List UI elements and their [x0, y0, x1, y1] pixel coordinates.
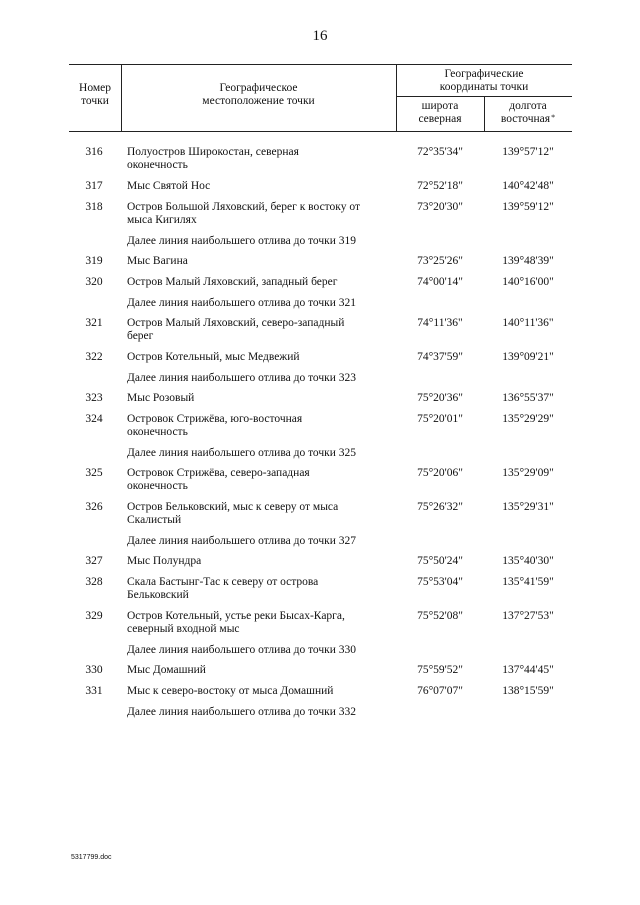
location-line: Остров Котельный, устье реки Бысах-Карга, [127, 610, 345, 622]
location-line: Остров Малый Ляховский, северо-западный [127, 317, 345, 329]
header-longitude-label: восточная [500, 113, 551, 125]
table-row [0, 180, 640, 201]
header-number-line-1: Номер [79, 82, 111, 94]
location-line: оконечность [127, 480, 188, 492]
longitude-value: 139°59'12" [502, 201, 554, 213]
latitude-value: 75°50'24" [417, 555, 463, 567]
latitude-value: 74°00'14" [417, 276, 463, 288]
location-line: Островок Стрижёва, юго-восточная [127, 413, 303, 425]
location-line: мыса Кигилях [127, 214, 197, 226]
table-row [0, 576, 640, 610]
longitude-value: 140°16'00" [502, 276, 554, 288]
point-number: 331 [85, 685, 103, 697]
location-description [127, 146, 389, 172]
continuation-note: Далее линия наибольшего отлива до точки 321 [127, 297, 357, 309]
location-line: Полуостров Широкостан, северная [127, 146, 299, 158]
latitude-value: 72°35'34" [417, 146, 463, 158]
header-number-column [69, 82, 121, 108]
point-number: 323 [85, 392, 103, 404]
point-number: 330 [85, 664, 103, 676]
continuation-note-row [0, 644, 640, 664]
location-description [127, 317, 389, 343]
location-description [127, 392, 389, 405]
longitude-value: 139°09'21" [502, 351, 554, 363]
header-location-column [121, 82, 396, 108]
continuation-note: Далее линия наибольшего отлива до точки 330 [127, 644, 357, 656]
longitude-value: 140°42'48" [502, 180, 554, 192]
header-latitude-column [396, 100, 484, 126]
latitude-value: 75°20'06" [417, 467, 463, 479]
location-line: Мыс Розовый [127, 392, 195, 404]
location-line: Остров Большой Ляховский, берег к востоку от [127, 201, 360, 213]
point-number: 329 [85, 610, 103, 622]
location-line: Мыс Полундра [127, 555, 202, 567]
latitude-value: 74°37'59" [417, 351, 463, 363]
longitude-value: 135°29'29" [502, 413, 554, 425]
continuation-note: Далее линия наибольшего отлива до точки 319 [127, 235, 357, 247]
document-filename: 5317799.doc [71, 854, 112, 861]
location-line: Скалистый [127, 514, 182, 526]
longitude-value: 137°44'45" [502, 664, 554, 676]
table-row [0, 317, 640, 351]
latitude-value: 75°53'04" [417, 576, 463, 588]
continuation-note: Далее линия наибольшего отлива до точки 325 [127, 447, 357, 459]
location-description [127, 467, 389, 493]
longitude-value: 135°29'09" [502, 467, 554, 479]
header-longitude-line-1: долгота [509, 100, 547, 112]
table-row [0, 467, 640, 501]
location-line: Остров Котельный, мыс Медвежий [127, 351, 300, 363]
location-line: северный входной мыс [127, 623, 240, 635]
location-description [127, 576, 389, 602]
latitude-value: 75°20'36" [417, 392, 463, 404]
location-line: Мыс к северо-востоку от мыса Домашний [127, 685, 334, 697]
location-description [127, 255, 389, 268]
point-number: 321 [85, 317, 103, 329]
point-number: 320 [85, 276, 103, 288]
table-row [0, 685, 640, 706]
continuation-note-row [0, 297, 640, 317]
continuation-note-row [0, 706, 640, 726]
continuation-note-row [0, 372, 640, 392]
location-line: Бельковский [127, 589, 189, 601]
latitude-value: 75°26'32" [417, 501, 463, 513]
location-line: Скала Бастынг-Тас к северу от острова [127, 576, 319, 588]
table-row [0, 413, 640, 447]
latitude-value: 75°20'01" [417, 413, 463, 425]
location-description [127, 685, 389, 698]
header-number-line-2: точки [81, 95, 109, 107]
header-coordinates-column [396, 68, 572, 94]
longitude-value: 135°41'59" [502, 576, 554, 588]
table-row [0, 501, 640, 535]
location-line: Островок Стрижёва, северо-западная [127, 467, 310, 479]
continuation-note-row [0, 535, 640, 555]
table-header [69, 64, 572, 132]
location-line: оконечность [127, 159, 188, 171]
point-number: 317 [85, 180, 103, 192]
header-location-line-2: местоположение точки [202, 95, 315, 107]
continuation-note: Далее линия наибольшего отлива до точки 327 [127, 535, 357, 547]
continuation-note-row [0, 447, 640, 467]
latitude-value: 73°20'30" [417, 201, 463, 213]
latitude-value: 73°25'26" [417, 255, 463, 267]
location-line: Мыс Святой Нос [127, 180, 211, 192]
table-row [0, 255, 640, 276]
page-number: 16 [312, 28, 328, 44]
longitude-value: 139°57'12" [502, 146, 554, 158]
location-description [127, 351, 389, 364]
header-latitude-line-2: северная [418, 113, 462, 125]
point-number: 326 [85, 501, 103, 513]
table-row [0, 555, 640, 576]
table-row [0, 351, 640, 372]
header-latitude-line-1: широта [421, 100, 459, 112]
location-description [127, 276, 389, 289]
point-number: 318 [85, 201, 103, 213]
table-row [0, 664, 640, 685]
longitude-value: 140°11'36" [502, 317, 554, 329]
location-description [127, 201, 389, 227]
header-longitude-column [484, 100, 572, 126]
location-line: оконечность [127, 426, 188, 438]
footnote-mark: * [551, 113, 556, 122]
location-description [127, 180, 389, 193]
point-number: 328 [85, 576, 103, 588]
longitude-value: 136°55'37" [502, 392, 554, 404]
table-row [0, 610, 640, 644]
latitude-value: 75°52'08" [417, 610, 463, 622]
location-line: Остров Бельковский, мыс к северу от мыса [127, 501, 339, 513]
header-location-line-1: Географическое [219, 82, 298, 94]
point-number: 327 [85, 555, 103, 567]
table-row [0, 392, 640, 413]
longitude-value: 138°15'59" [502, 685, 554, 697]
table-row [0, 146, 640, 180]
latitude-value: 74°11'36" [417, 317, 463, 329]
location-description [127, 610, 389, 636]
table-body [0, 146, 640, 726]
header-coordinates-line-1: Географические [444, 68, 524, 80]
location-description [127, 413, 389, 439]
point-number: 324 [85, 413, 103, 425]
header-coordinates-line-2: координаты точки [439, 81, 529, 93]
point-number: 316 [85, 146, 103, 158]
table-row [0, 201, 640, 235]
longitude-value: 137°27'53" [502, 610, 554, 622]
table-row [0, 276, 640, 297]
point-number: 322 [85, 351, 103, 363]
latitude-value: 72°52'18" [417, 180, 463, 192]
latitude-value: 76°07'07" [417, 685, 463, 697]
continuation-note: Далее линия наибольшего отлива до точки 332 [127, 706, 357, 718]
longitude-value: 135°40'30" [502, 555, 554, 567]
location-line: берег [127, 330, 154, 342]
location-line: Мыс Домашний [127, 664, 206, 676]
location-description [127, 555, 389, 568]
continuation-note: Далее линия наибольшего отлива до точки 323 [127, 372, 357, 384]
location-description [127, 501, 389, 527]
point-number: 325 [85, 467, 103, 479]
point-number: 319 [85, 255, 103, 267]
location-description [127, 664, 389, 677]
latitude-value: 75°59'52" [417, 664, 463, 676]
location-line: Мыс Вагина [127, 255, 188, 267]
longitude-value: 139°48'39" [502, 255, 554, 267]
continuation-note-row [0, 235, 640, 255]
location-line: Остров Малый Ляховский, западный берег [127, 276, 338, 288]
longitude-value: 135°29'31" [502, 501, 554, 513]
header-longitude-line-2 [484, 113, 572, 126]
